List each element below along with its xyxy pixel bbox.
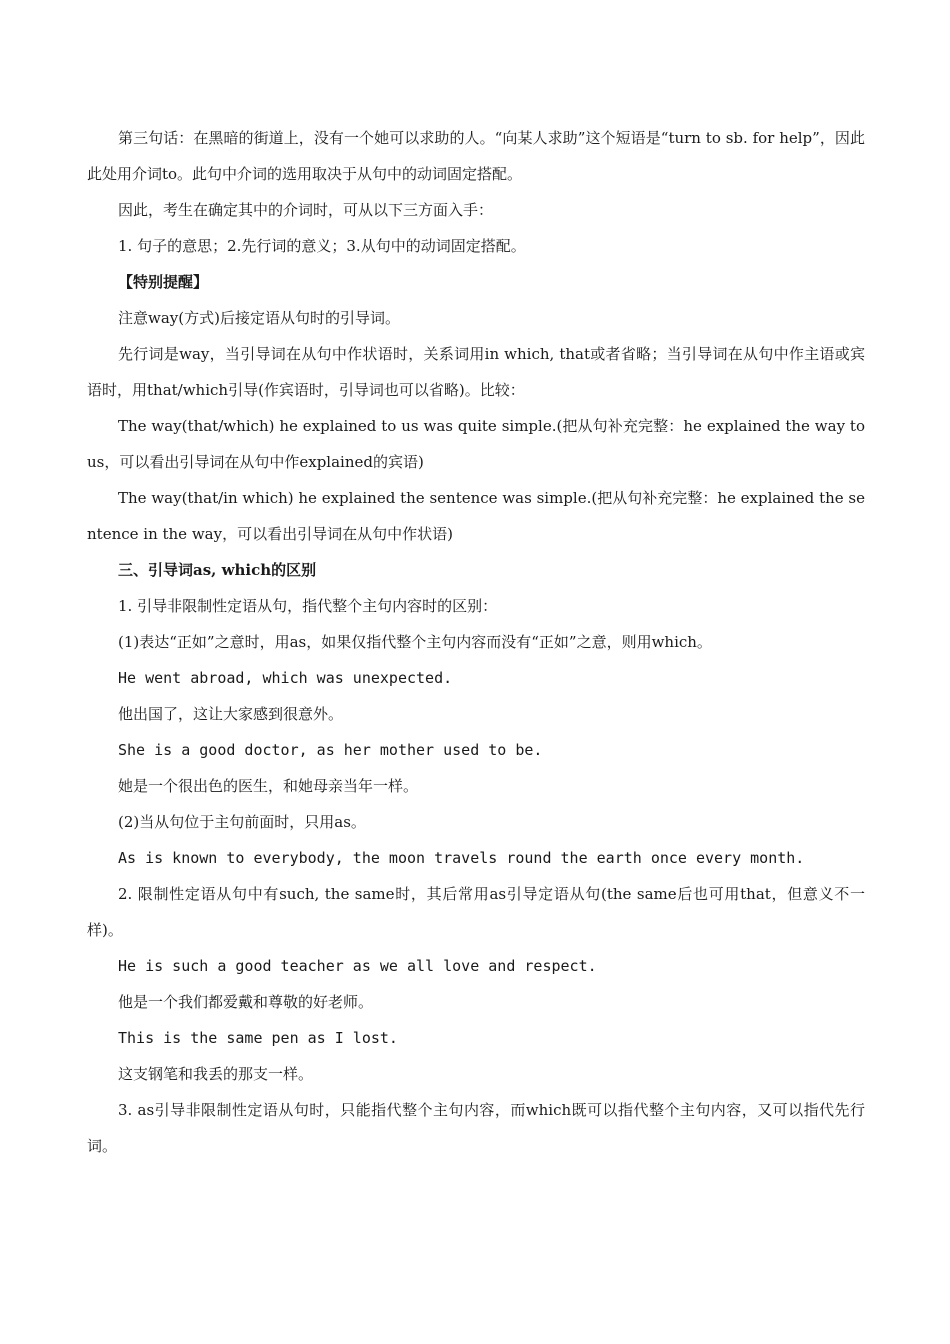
paragraph-antecedent-way: 先行词是way，当引导词在从句中作状语时，关系词用in which, that或者省略；当引导词在从句中作主语或宾语时，用that/which引导(作宾语时，引导词也可以省略)。比较： <box>87 345 865 399</box>
paragraph-point-1-sub-1: (1)表达“正如”之意时，用as，如果仅指代整个主句内容而没有“正如”之意，则用which。 <box>118 633 712 651</box>
paragraph-third-sentence: 第三句话：在黑暗的街道上，没有一个她可以求助的人。“向某人求助”这个短语是“turn to sb. for help”，因此此处用介词to。此句中介词的选用取决于从句中的动词固定搭配。 <box>87 129 865 183</box>
example-english: She is a good doctor, as her mother used to be. <box>118 741 543 759</box>
paragraph-therefore: 因此，考生在确定其中的介词时，可从以下三方面入手： <box>118 201 494 219</box>
example-way-sentence: The way(that/in which) he explained the sentence was simple.(把从句补充完整：he explained the sentence in the way，可以看出引导词在从句中作状语) <box>87 489 865 543</box>
document-page <box>87 120 865 1164</box>
paragraph-point-2: 2. 限制性定语从句中有such, the same时，其后常用as引导定语从句(the same后也可用that，但意义不一样)。 <box>87 885 865 939</box>
example-english: He went abroad, which was unexpected. <box>118 669 453 687</box>
paragraph-point-3: 3. as引导非限制性定语从句时，只能指代整个主句内容，而which既可以指代整个主句内容，又可以指代先行词。 <box>87 1101 865 1155</box>
example-english: As is known to everybody, the moon travels round the earth once every month. <box>118 849 805 867</box>
paragraph-point-1: 1. 引导非限制性定语从句，指代整个主句内容时的区别： <box>118 597 498 615</box>
example-english: He is such a good teacher as we all love and respect. <box>118 957 597 975</box>
example-way-explained: The way(that/which) he explained to us was quite simple.(把从句补充完整：he explained the way to us，可以看出引导词在从句中作explained的宾语) <box>87 417 865 471</box>
paragraph-three-aspects: 1. 句子的意思；2.先行词的意义；3.从句中的动词固定搭配。 <box>118 237 526 255</box>
example-chinese: 她是一个很出色的医生，和她母亲当年一样。 <box>118 777 419 795</box>
example-chinese: 他出国了，这让大家感到很意外。 <box>118 705 344 723</box>
paragraph-point-1-sub-2: (2)当从句位于主句前面时，只用as。 <box>118 813 366 831</box>
example-chinese: 这支钢笔和我丢的那支一样。 <box>118 1065 314 1083</box>
section-heading-special-reminder: 【特别提醒】 <box>118 273 209 291</box>
section-heading-as-which: 三、引导词as, which的区别 <box>118 561 317 579</box>
example-chinese: 他是一个我们都爱戴和尊敬的好老师。 <box>118 993 374 1011</box>
paragraph-way-note: 注意way(方式)后接定语从句时的引导词。 <box>118 309 400 327</box>
example-english: This is the same pen as I lost. <box>118 1029 398 1047</box>
